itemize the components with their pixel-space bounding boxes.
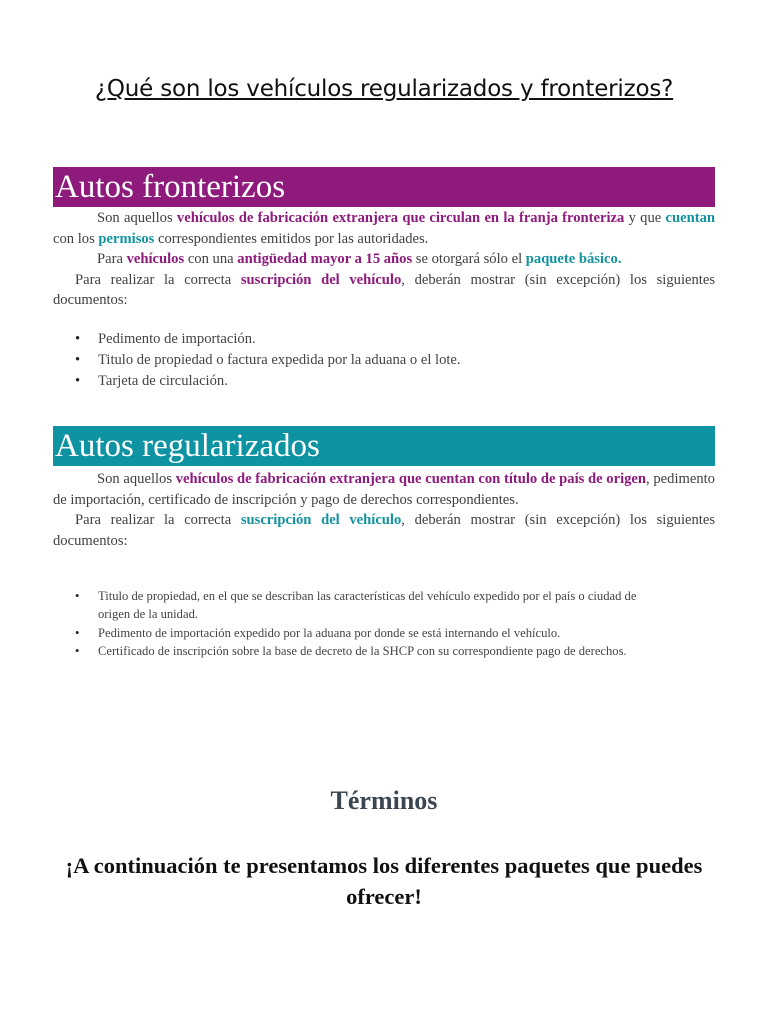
heading-autos-regularizados: Autos regularizados	[53, 426, 715, 466]
heading-autos-fronterizos: Autos fronterizos	[53, 167, 715, 207]
documents-list-regularizados	[53, 587, 653, 660]
list-item: • Titulo de propiedad, en el que se describan las características del vehículo expedido por el país o ciudad de origen de la unidad.	[53, 587, 653, 624]
text-span: y que	[624, 210, 666, 226]
text-span: Son aquellos	[97, 471, 176, 487]
text-span: correspondientes emitidos por las autoridades.	[154, 230, 429, 247]
highlight-cuentan: cuentan	[665, 210, 715, 226]
text-span: , pedimento de importación, certificado de inscripción y pago de derechos correspondientes.	[53, 471, 715, 508]
documents-list-fronterizos	[53, 329, 715, 392]
terminos-heading: Términos	[330, 786, 438, 815]
paragraph-definition	[53, 208, 715, 249]
section-fronterizos-text	[53, 208, 715, 311]
list-item: • Pedimento de importación expedido por la aduana por donde se está internando el vehículo.	[53, 624, 653, 642]
highlight-suscripcion: suscripción del vehículo	[240, 512, 402, 528]
text-span: con una	[184, 251, 238, 267]
page-title: ¿Qué son los vehículos regularizados y fronterizos?	[94, 76, 674, 102]
text-span: .	[617, 251, 622, 267]
highlight-permisos: permisos	[98, 230, 155, 247]
paragraph-suscripcion	[53, 270, 715, 311]
text-span: , deberán mostrar (sin excepción) los siguientes documentos:	[53, 271, 715, 308]
paragraph-antiguedad	[53, 249, 715, 270]
highlight-antiguedad: antigüedad mayor a 15 años	[237, 251, 413, 267]
list-item: • Tarjeta de circulación.	[53, 371, 715, 392]
highlight-suscripcion: suscripción del vehículo	[240, 271, 402, 288]
paragraph-suscripcion	[53, 510, 715, 551]
list-item: • Pedimento de importación.	[53, 329, 715, 350]
closing-text: ¡A continuación te presentamos los diferentes paquetes que puedes ofrecer!	[65, 853, 703, 909]
section-regularizados-text	[53, 469, 715, 551]
text-span: con los	[53, 230, 99, 247]
text-span: Para	[97, 251, 127, 267]
paragraph-definition	[53, 469, 715, 510]
text-span: Para realizar la correcta	[75, 512, 241, 528]
list-item: • Titulo de propiedad o factura expedida por la aduana o el lote.	[53, 350, 715, 371]
list-item: • Certificado de inscripción sobre la base de decreto de la SHCP con su correspondiente pago de derechos.	[53, 642, 653, 660]
text-span: Para realizar la correcta	[75, 271, 241, 288]
text-span: se otorgará sólo el	[412, 251, 526, 267]
highlight-vehiculos: vehículos	[126, 251, 185, 267]
text-span: , deberán mostrar (sin excepción) los siguientes documentos:	[53, 512, 715, 549]
highlight-definition: vehículos de fabricación extranjera que cuentan con título de país de origen	[175, 471, 647, 487]
text-span: Son aquellos	[97, 210, 177, 226]
highlight-paquete-basico: paquete básico	[525, 251, 618, 267]
highlight-definition: vehículos de fabricación extranjera que circulan en la franja fronteriza	[176, 210, 625, 226]
